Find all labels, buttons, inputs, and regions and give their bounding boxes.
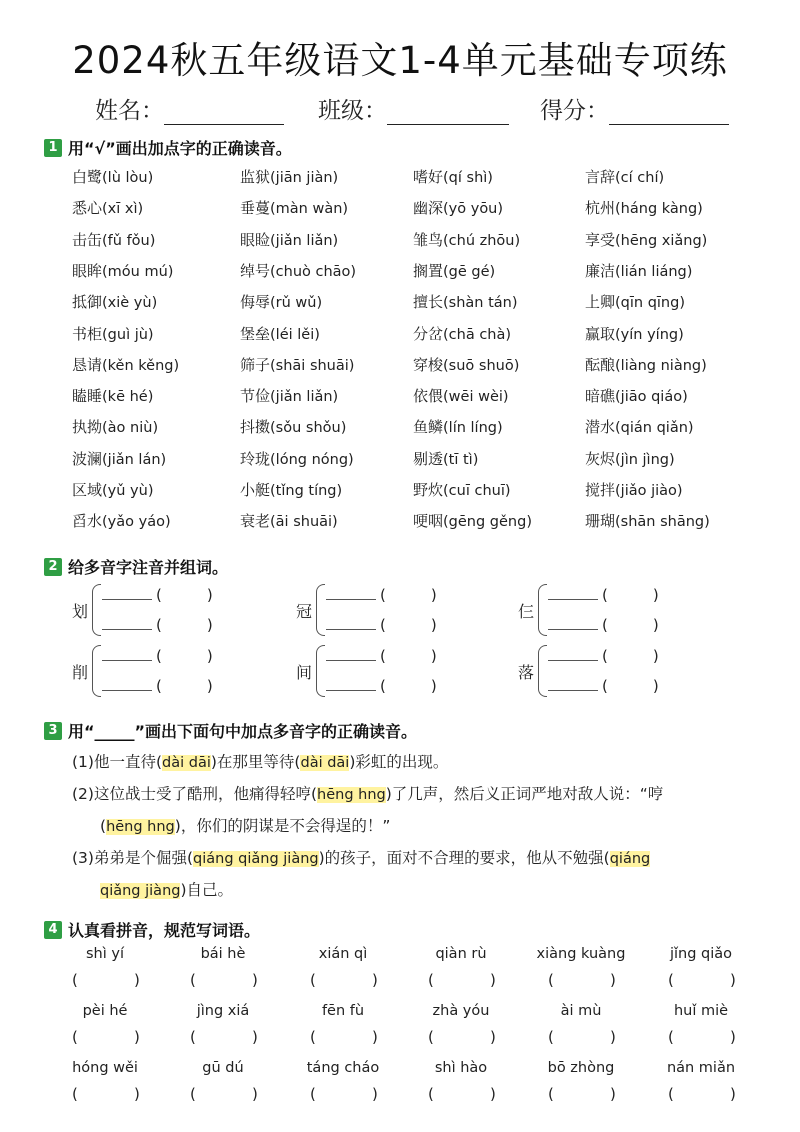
word: 搅拌 <box>585 481 616 499</box>
word: 享受 <box>585 230 616 249</box>
pinyin-label: jìng xiá <box>196 1003 250 1019</box>
paren-close: ) <box>372 1085 378 1103</box>
word: 幽深 <box>413 199 444 218</box>
word: 绰号 <box>240 261 271 280</box>
paren-close: ) <box>730 1028 736 1046</box>
pinyin-option[interactable]: hēng hng <box>106 819 175 835</box>
class-field[interactable] <box>318 92 509 125</box>
word: 雏鸟 <box>413 230 444 249</box>
pinyin-choices[interactable]: (tǐng tíng) <box>270 483 343 499</box>
pronunciation-item <box>585 166 664 187</box>
paren-close: ) <box>134 1028 140 1046</box>
paren-open: ( <box>548 1085 554 1103</box>
class-label: 班级： <box>318 98 387 124</box>
word-blank[interactable] <box>548 584 659 605</box>
pinyin-choices[interactable]: (xiè yù) <box>102 295 158 312</box>
polyphone-char: 落 <box>518 663 535 682</box>
name-label: 姓名： <box>95 98 164 124</box>
word: 鱼鳞 <box>413 418 444 437</box>
sentence-3: (3)弟弟是个倔强(qiáng qiǎng jiàng)的孩子，面对不合理的要求，他从不勉强(qiáng <box>72 849 651 867</box>
paren-open: ( <box>190 1028 196 1046</box>
section-3-heading <box>44 719 417 742</box>
pinyin-choices[interactable]: (jiān jiàn) <box>270 170 339 186</box>
pinyin-choices[interactable]: (chú zhōu) <box>443 232 521 249</box>
word-blank[interactable] <box>326 645 437 666</box>
pronunciation-item <box>413 260 495 281</box>
pronunciation-item <box>413 166 493 187</box>
pinyin-choices[interactable]: (màn wàn) <box>270 201 349 218</box>
pinyin-choices[interactable]: (chuò chāo) <box>270 263 357 280</box>
paren-close: ) <box>490 1028 496 1046</box>
word: 潜水 <box>585 418 616 437</box>
pinyin-choices[interactable]: (liàng niàng) <box>615 357 707 374</box>
pinyin-choices[interactable]: (yǎo yáo) <box>102 514 171 531</box>
word: 擅长 <box>413 293 444 312</box>
pinyin-paren[interactable]: ( ) <box>380 616 437 634</box>
score-label: 得分： <box>540 98 609 124</box>
paren-close: ) <box>134 971 140 989</box>
underline[interactable] <box>326 587 376 600</box>
underline[interactable] <box>326 678 376 691</box>
pronunciation-item <box>72 291 157 312</box>
pronunciation-item <box>240 510 338 531</box>
pinyin-choices[interactable]: (yō yōu) <box>443 201 504 218</box>
pinyin-choices[interactable]: (lián liáng) <box>615 263 693 280</box>
pinyin-paren[interactable]: ( ) <box>602 586 659 604</box>
pinyin-choices[interactable]: (shān shāng) <box>615 514 710 531</box>
word-blank[interactable] <box>102 645 213 666</box>
brace <box>92 584 101 636</box>
pronunciation-item <box>413 416 503 437</box>
pronunciation-item <box>240 291 322 312</box>
word: 灰烬 <box>585 449 616 468</box>
pinyin-label: zhà yóu <box>432 1003 490 1019</box>
paren-close: ) <box>610 1028 616 1046</box>
word: 言辞 <box>585 168 616 186</box>
word-blank[interactable] <box>326 584 437 605</box>
pinyin-choices[interactable]: (jiāo qiáo) <box>615 389 688 406</box>
pronunciation-item <box>585 479 683 500</box>
pronunciation-item <box>240 479 342 500</box>
underline[interactable] <box>548 617 598 630</box>
word: 瞌睡 <box>72 387 103 406</box>
pronunciation-item <box>413 291 518 312</box>
paren-close: ) <box>490 1085 496 1103</box>
pronunciation-item <box>585 197 703 218</box>
underline[interactable] <box>548 587 598 600</box>
word: 哽咽 <box>413 512 444 531</box>
pinyin-label: táng cháo <box>306 1060 380 1076</box>
paren-close: ) <box>730 971 736 989</box>
section-1-title: 用“√”画出加点字的正确读音。 <box>68 139 292 158</box>
pinyin-choices[interactable]: (tī tì) <box>443 451 479 468</box>
pinyin-choices[interactable]: (fǔ fǒu) <box>102 232 156 249</box>
pinyin-choices[interactable]: (kē hé) <box>102 389 154 406</box>
word-blank[interactable] <box>102 584 213 605</box>
underline[interactable] <box>548 648 598 661</box>
score-blank[interactable] <box>609 102 729 125</box>
word: 穿梭 <box>413 355 444 374</box>
pinyin-choices[interactable]: (qián qiǎn) <box>615 420 694 437</box>
paren-close: ) <box>252 1028 258 1046</box>
pinyin-option[interactable]: dài dāi <box>300 755 350 771</box>
sentence-2: (2)这位战士受了酷刑，他痛得轻哼(hēng hng)了几声，然后义正词严地对敌人说：“哼 <box>72 785 664 803</box>
pronunciation-item <box>72 479 153 500</box>
pinyin-choices[interactable]: (xī xì) <box>102 201 144 218</box>
pinyin-label: bō zhòng <box>547 1060 615 1076</box>
section-1-heading <box>44 136 292 159</box>
polyphone-char: 间 <box>296 663 313 682</box>
pronunciation-item <box>585 354 707 375</box>
class-blank[interactable] <box>387 102 509 125</box>
paren-open: ( <box>190 1085 196 1103</box>
pinyin-option[interactable]: qiáng qiǎng jiàng <box>193 851 319 867</box>
pinyin-choices[interactable]: (ào niù) <box>102 420 159 437</box>
pinyin-option[interactable]: dài dāi <box>162 755 211 771</box>
pinyin-paren[interactable]: ( ) <box>156 647 213 665</box>
paren-close: ) <box>490 971 496 989</box>
pinyin-choices[interactable]: (cí chí) <box>615 170 665 186</box>
pronunciation-item <box>413 354 519 375</box>
word: 监狱 <box>240 168 271 186</box>
paren-close: ) <box>252 1085 258 1103</box>
pinyin-choices[interactable]: (kěn kěng) <box>102 357 180 374</box>
pinyin-choices[interactable]: (lín líng) <box>443 420 503 437</box>
paren-open: ( <box>548 1028 554 1046</box>
pronunciation-item <box>585 416 694 437</box>
sentence-2-cont: (hēng hng)，你们的阴谋是不会得逞的！” <box>100 817 391 835</box>
pinyin-label: xiàng kuàng <box>536 946 626 962</box>
pinyin-label: nán miǎn <box>666 1060 736 1076</box>
pinyin-choices[interactable]: (chā chà) <box>443 326 512 343</box>
pronunciation-item <box>72 166 153 187</box>
paren-open: ( <box>428 1085 434 1103</box>
pinyin-choices[interactable]: (jiǎn liǎn) <box>270 389 339 406</box>
pinyin-label: jǐng qiǎo <box>669 946 733 962</box>
underline[interactable] <box>326 648 376 661</box>
word: 廉洁 <box>585 261 616 280</box>
paren-close: ) <box>610 971 616 989</box>
pronunciation-item <box>585 448 675 469</box>
paren-open: ( <box>72 1085 78 1103</box>
word-blank[interactable] <box>326 614 437 635</box>
word: 区域 <box>72 481 103 499</box>
pronunciation-item <box>585 385 688 406</box>
word: 酝酿 <box>585 355 616 374</box>
word: 依偎 <box>413 387 444 406</box>
underline[interactable] <box>102 587 152 600</box>
word-blank[interactable] <box>102 675 213 696</box>
polyphone-char: 削 <box>72 663 89 682</box>
pinyin-paren[interactable]: ( ) <box>380 647 437 665</box>
underline[interactable] <box>102 617 152 630</box>
pinyin-choices[interactable]: (yǔ yù) <box>102 483 154 499</box>
pinyin-label: hóng wěi <box>72 1060 138 1076</box>
paren-close: ) <box>730 1085 736 1103</box>
pinyin-choices[interactable]: (rǔ wǔ) <box>270 295 323 312</box>
polyphone-char: 冠 <box>296 602 313 621</box>
name-blank[interactable] <box>164 102 284 125</box>
pronunciation-item <box>72 354 179 375</box>
polyphone-char: 划 <box>72 602 89 621</box>
pronunciation-item <box>413 510 532 531</box>
word: 抵御 <box>72 293 103 312</box>
pinyin-choices[interactable]: (cuī chuī) <box>443 483 511 499</box>
word: 玲珑 <box>240 449 271 468</box>
paren-open: ( <box>668 971 674 989</box>
pronunciation-item <box>240 197 348 218</box>
page-title: 2024秋五年级语文1-4单元基础专项练 <box>72 39 728 82</box>
pronunciation-item <box>585 291 685 312</box>
pinyin-label: fēn fù <box>321 1003 365 1019</box>
paren-open: ( <box>190 971 196 989</box>
word: 侮辱 <box>240 293 271 312</box>
word: 抖擞 <box>240 418 271 437</box>
pronunciation-item <box>413 323 511 344</box>
word-blank[interactable] <box>548 645 659 666</box>
paren-close: ) <box>372 1028 378 1046</box>
pronunciation-item <box>413 448 478 469</box>
pinyin-choices[interactable]: (hēng xiǎng) <box>615 232 708 249</box>
pinyin-paren[interactable]: ( ) <box>156 616 213 634</box>
section-number-badge: 2 <box>44 558 62 576</box>
paren-open: ( <box>72 1028 78 1046</box>
pronunciation-item <box>72 510 171 531</box>
pinyin-choices[interactable]: (guì jù) <box>102 326 154 343</box>
word: 珊瑚 <box>585 512 616 531</box>
paren-open: ( <box>310 1028 316 1046</box>
pinyin-label: huǐ miè <box>673 1003 729 1019</box>
word: 垂蔓 <box>240 199 271 218</box>
pinyin-paren[interactable]: ( ) <box>380 586 437 604</box>
pinyin-choices[interactable]: (sǒu shǒu) <box>270 420 347 437</box>
word: 赢取 <box>585 324 616 343</box>
pinyin-choices[interactable]: (lù lòu) <box>102 170 154 186</box>
pinyin-label: qiàn rù <box>435 946 487 962</box>
underline[interactable] <box>102 648 152 661</box>
section-number-badge: 1 <box>44 139 62 157</box>
word: 剔透 <box>413 449 444 468</box>
brace <box>316 645 325 697</box>
pronunciation-item <box>413 197 503 218</box>
brace <box>538 645 547 697</box>
word: 筛子 <box>240 355 271 374</box>
word: 击缶 <box>72 230 103 249</box>
word: 恳请 <box>72 355 103 374</box>
word: 节俭 <box>240 387 271 406</box>
pinyin-choices[interactable]: (jìn jìng) <box>615 451 675 468</box>
word: 白鹭 <box>72 168 103 186</box>
pinyin-paren[interactable]: ( ) <box>156 677 213 695</box>
pronunciation-item <box>240 260 356 281</box>
pinyin-label: ài mù <box>560 1003 602 1019</box>
pronunciation-item <box>72 229 155 250</box>
word: 野炊 <box>413 481 444 499</box>
word-blank[interactable] <box>548 614 659 635</box>
sentence-3-cont: qiǎng jiàng)自己。 <box>100 881 234 899</box>
pronunciation-item <box>413 385 509 406</box>
word: 暗礁 <box>585 387 616 406</box>
underline[interactable] <box>102 678 152 691</box>
paren-open: ( <box>428 1028 434 1046</box>
paren-open: ( <box>668 1028 674 1046</box>
word: 嗜好 <box>413 168 444 186</box>
pinyin-label: shì yí <box>86 946 124 962</box>
pinyin-paren[interactable]: ( ) <box>380 677 437 695</box>
pronunciation-item <box>240 448 354 469</box>
pronunciation-item <box>72 260 173 281</box>
word: 杭州 <box>585 199 616 218</box>
pinyin-paren[interactable]: ( ) <box>602 616 659 634</box>
section-4-heading <box>44 918 260 941</box>
pinyin-choices[interactable]: (léi lěi) <box>270 326 320 343</box>
paren-close: ) <box>372 971 378 989</box>
pinyin-option[interactable]: hēng hng <box>317 787 386 803</box>
pinyin-choices[interactable]: (yín yíng) <box>615 326 684 343</box>
pronunciation-item <box>240 385 338 406</box>
underline[interactable] <box>548 678 598 691</box>
pinyin-paren[interactable]: ( ) <box>156 586 213 604</box>
underline[interactable] <box>326 617 376 630</box>
pinyin-choices[interactable]: (qīn qīng) <box>615 295 685 312</box>
pinyin-choices[interactable]: (gē gé) <box>443 263 496 280</box>
pinyin-choices[interactable]: (suō shuō) <box>443 357 520 374</box>
word: 堡垒 <box>240 324 271 343</box>
word: 搁置 <box>413 261 444 280</box>
word: 眼睑 <box>240 230 271 249</box>
pinyin-label: shì hào <box>434 1060 488 1076</box>
word-blank[interactable] <box>326 675 437 696</box>
pinyin-paren[interactable]: ( ) <box>602 647 659 665</box>
pinyin-choices[interactable]: (jiǎn liǎn) <box>270 232 339 249</box>
pinyin-choices[interactable]: (jiǎn lán) <box>102 451 167 468</box>
paren-open: ( <box>428 971 434 989</box>
section-number-badge: 3 <box>44 722 62 740</box>
pinyin-choices[interactable]: (shàn tán) <box>443 295 518 312</box>
word: 上卿 <box>585 293 616 312</box>
pinyin-label: bái hè <box>200 946 246 962</box>
pronunciation-item <box>240 323 320 344</box>
word: 悉心 <box>72 199 103 218</box>
pronunciation-item <box>72 385 153 406</box>
pinyin-choices[interactable]: (āi shuāi) <box>270 514 338 531</box>
section-4-title: 认真看拼音，规范写词语。 <box>68 921 261 940</box>
section-2-title: 给多音字注音并组词。 <box>68 558 229 577</box>
word: 舀水 <box>72 512 103 531</box>
pinyin-choices[interactable]: (shāi shuāi) <box>270 357 355 374</box>
pinyin-choices[interactable]: (móu mú) <box>102 263 174 280</box>
pronunciation-item <box>240 229 338 250</box>
pronunciation-item <box>585 510 710 531</box>
paren-open: ( <box>310 971 316 989</box>
word-blank[interactable] <box>102 614 213 635</box>
pinyin-choices[interactable]: (háng kàng) <box>615 201 703 218</box>
pronunciation-item <box>72 323 154 344</box>
paren-close: ) <box>610 1085 616 1103</box>
brace <box>316 584 325 636</box>
sentence-1: (1)他一直待(dài dāi)在那里等待(dài dāi)彩虹的出现。 <box>72 753 449 771</box>
word: 眼眸 <box>72 261 103 280</box>
paren-open: ( <box>548 971 554 989</box>
word: 分岔 <box>413 324 444 343</box>
pronunciation-item <box>585 229 707 250</box>
paren-open: ( <box>72 971 78 989</box>
section-3-title: 用“_____”画出下面句中加点多音字的正确读音。 <box>68 722 418 741</box>
pinyin-choices[interactable]: (gēng gěng) <box>443 514 532 531</box>
score-field[interactable] <box>540 92 729 125</box>
pinyin-choices[interactable]: (wēi wèi) <box>443 389 509 406</box>
paren-open: ( <box>668 1085 674 1103</box>
pinyin-option[interactable]: qiǎng jiàng <box>100 883 181 899</box>
pronunciation-item <box>240 416 346 437</box>
brace <box>538 584 547 636</box>
pronunciation-item <box>72 448 166 469</box>
word-blank[interactable] <box>548 675 659 696</box>
pinyin-label: xián qì <box>318 946 368 962</box>
pronunciation-item <box>413 479 511 500</box>
section-2-heading <box>44 555 228 578</box>
pinyin-paren[interactable]: ( ) <box>602 677 659 695</box>
pinyin-option[interactable]: qiáng <box>609 851 651 867</box>
word: 波澜 <box>72 449 103 468</box>
word: 书柜 <box>72 324 103 343</box>
pronunciation-item <box>240 166 338 187</box>
section-number-badge: 4 <box>44 921 62 939</box>
pinyin-choices[interactable]: (lóng nóng) <box>270 451 354 468</box>
pronunciation-item <box>72 416 158 437</box>
pronunciation-item <box>240 354 354 375</box>
pronunciation-item <box>585 323 684 344</box>
pinyin-label: pèi hé <box>82 1003 128 1019</box>
paren-close: ) <box>134 1085 140 1103</box>
pinyin-choices[interactable]: (qí shì) <box>443 170 493 186</box>
pinyin-choices[interactable]: (jiǎo jiào) <box>615 483 683 499</box>
pronunciation-item <box>585 260 692 281</box>
word: 衰老 <box>240 512 271 531</box>
name-field[interactable] <box>95 92 284 125</box>
polyphone-char: 仨 <box>518 602 535 621</box>
word: 执拗 <box>72 418 103 437</box>
pinyin-label: gū dú <box>202 1060 244 1076</box>
brace <box>92 645 101 697</box>
pronunciation-item <box>72 197 143 218</box>
word: 小艇 <box>240 481 271 499</box>
paren-close: ) <box>252 971 258 989</box>
pronunciation-item <box>413 229 520 250</box>
paren-open: ( <box>310 1085 316 1103</box>
